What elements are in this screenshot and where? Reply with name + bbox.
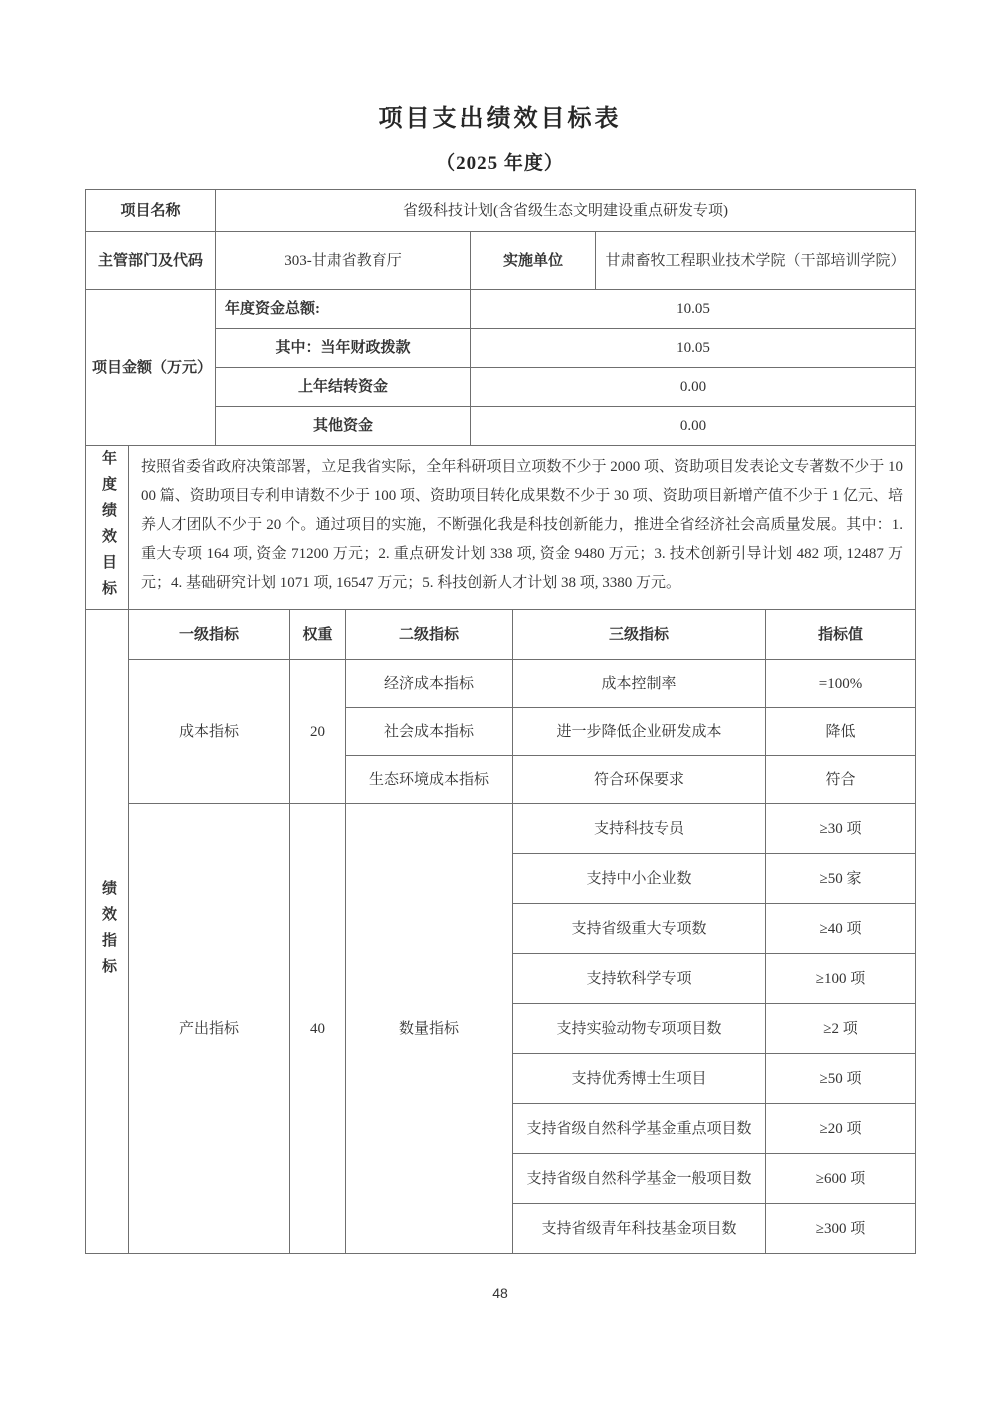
- level2-indicator-cell: 生态环境成本指标: [346, 756, 513, 804]
- amount-row-label: 上年结转资金: [216, 368, 471, 407]
- level2-indicator-cell: 数量指标: [346, 804, 513, 1254]
- amount-row-value: 10.05: [471, 290, 916, 329]
- indicator-value-cell: 降低: [766, 708, 916, 756]
- table-row: [86, 446, 916, 610]
- level3-indicator-cell: 进一步降低企业研发成本: [513, 708, 766, 756]
- annual-goal-section-cell: [86, 446, 129, 610]
- table-row: [86, 804, 916, 854]
- indicator-value-cell: ≥300 项: [766, 1204, 916, 1254]
- table-row: [86, 232, 916, 290]
- indicator-value-cell: ≥30 项: [766, 804, 916, 854]
- project-amount-label: 项目金额（万元）: [86, 290, 216, 446]
- table-row: [86, 610, 916, 660]
- level3-indicator-cell: 符合环保要求: [513, 756, 766, 804]
- table-row: [86, 290, 916, 329]
- annual-goal-text: 按照省委省政府决策部署，立足我省实际，全年科研项目立项数不少于 2000 项、资助项目发表论文专著数不少于 1000 篇、资助项目专利申请数不少于 100 项、资助项目转化成果数不少于 30 项、资助项目新增产值不少于 1 亿元、培养人才团队不少于 20 个。通过项目的实施，不断强化我是科技创新能力，推进全省经济社会高质量发展。其中：1. 重大专项 164 项, 资金 71200 万元；2. 重点研发计划 338 项, 资金 9480 万元；3. 技术创新引导计划 482 项, 12487 万元；4. 基础研究计划 1071 项, 16547 万元；5. 科技创新人才计划 38 项, 3380 万元。: [129, 446, 916, 610]
- project-name-value: 省级科技计划(含省级生态文明建设重点研发专项): [216, 190, 916, 232]
- level3-indicator-cell: 支持中小企业数: [513, 854, 766, 904]
- dept-code-label: 主管部门及代码: [86, 232, 216, 290]
- project-name-label: 项目名称: [86, 190, 216, 232]
- level3-indicator-cell: 支持科技专员: [513, 804, 766, 854]
- level1-indicator-cell: 成本指标: [129, 660, 290, 804]
- indicator-value-cell: ≥100 项: [766, 954, 916, 1004]
- indicator-value-cell: 符合: [766, 756, 916, 804]
- level3-indicator-cell: 支持省级重大专项数: [513, 904, 766, 954]
- level2-indicator-cell: 社会成本指标: [346, 708, 513, 756]
- performance-indicators-section-cell: [86, 610, 129, 1254]
- level3-indicator-header: 三级指标: [513, 610, 766, 660]
- level3-indicator-cell: 支持省级自然科学基金重点项目数: [513, 1104, 766, 1154]
- impl-unit-label: 实施单位: [471, 232, 596, 290]
- weight-header: 权重: [290, 610, 346, 660]
- page-number: 48: [492, 1285, 508, 1301]
- table-row: [86, 660, 916, 708]
- performance-indicators-vertical-label: 绩效指标: [100, 879, 116, 984]
- page-subtitle: （2025 年度）: [436, 153, 564, 174]
- indicator-value-cell: ≥2 项: [766, 1004, 916, 1054]
- amount-row-value: 10.05: [471, 329, 916, 368]
- level3-indicator-cell: 支持省级自然科学基金一般项目数: [513, 1154, 766, 1204]
- level2-indicator-header: 二级指标: [346, 610, 513, 660]
- level3-indicator-cell: 支持优秀博士生项目: [513, 1054, 766, 1104]
- level1-indicator-cell: 产出指标: [129, 804, 290, 1254]
- amount-row-value: 0.00: [471, 407, 916, 446]
- level2-indicator-cell: 经济成本指标: [346, 660, 513, 708]
- amount-row-label: 年度资金总额:: [216, 290, 471, 329]
- amount-row-label: 其他资金: [216, 407, 471, 446]
- amount-row-value: 0.00: [471, 368, 916, 407]
- table-row: [86, 190, 916, 232]
- indicator-value-header: 指标值: [766, 610, 916, 660]
- annual-goal-vertical-label: 年度绩效目标: [100, 449, 116, 606]
- performance-target-table: [85, 189, 916, 1254]
- weight-cell: 20: [290, 660, 346, 804]
- indicator-value-cell: ≥20 项: [766, 1104, 916, 1154]
- level3-indicator-cell: 支持实验动物专项项目数: [513, 1004, 766, 1054]
- indicator-value-cell: =100%: [766, 660, 916, 708]
- indicator-value-cell: ≥600 项: [766, 1154, 916, 1204]
- impl-unit-value: 甘肃畜牧工程职业技术学院（干部培训学院）: [596, 232, 916, 290]
- level3-indicator-cell: 支持软科学专项: [513, 954, 766, 1004]
- level3-indicator-cell: 成本控制率: [513, 660, 766, 708]
- weight-cell: 40: [290, 804, 346, 1254]
- page-title: 项目支出绩效目标表: [378, 106, 622, 132]
- dept-code-value: 303-甘肃省教育厅: [216, 232, 471, 290]
- amount-row-label: 其中：当年财政拨款: [216, 329, 471, 368]
- level1-indicator-header: 一级指标: [129, 610, 290, 660]
- level3-indicator-cell: 支持省级青年科技基金项目数: [513, 1204, 766, 1254]
- indicator-value-cell: ≥50 家: [766, 854, 916, 904]
- indicator-value-cell: ≥40 项: [766, 904, 916, 954]
- indicator-value-cell: ≥50 项: [766, 1054, 916, 1104]
